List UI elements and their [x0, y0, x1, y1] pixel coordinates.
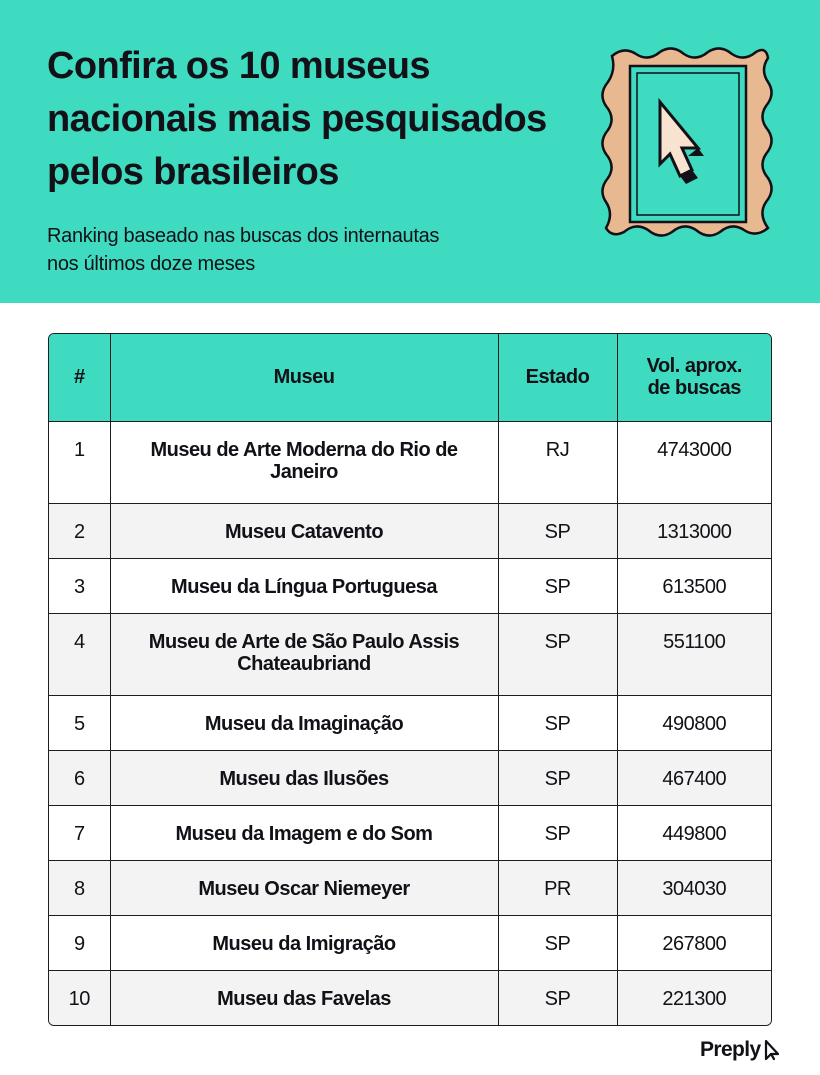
column-header-volume-label: Vol. aprox. de buscas [646, 355, 742, 400]
state-cell: SP [498, 970, 617, 1025]
museum-cell: Museu da Imigração [110, 915, 498, 970]
preply-logo [700, 1038, 781, 1062]
volume-cell: 613500 [617, 558, 771, 613]
rank-cell: 3 [49, 558, 110, 613]
volume-cell: 449800 [617, 805, 771, 860]
state-cell: SP [498, 750, 617, 805]
table-row [49, 805, 771, 860]
museum-cell: Museu de Arte de São Paulo Assis Chateaubriand [110, 613, 498, 695]
rank-cell: 5 [49, 695, 110, 750]
state-cell: SP [498, 695, 617, 750]
museum-cell: Museu Catavento [110, 503, 498, 558]
rank-cell: 2 [49, 503, 110, 558]
rank-cell: 9 [49, 915, 110, 970]
preply-arrow-icon [763, 1039, 781, 1061]
table-row [49, 613, 771, 695]
state-cell: SP [498, 915, 617, 970]
volume-cell: 467400 [617, 750, 771, 805]
volume-cell: 221300 [617, 970, 771, 1025]
volume-cell: 267800 [617, 915, 771, 970]
header-banner [0, 0, 820, 303]
museum-cell: Museu de Arte Moderna do Rio de Janeiro [110, 421, 498, 503]
column-header-rank: # [49, 334, 110, 421]
table-row [49, 970, 771, 1025]
state-cell: RJ [498, 421, 617, 503]
museum-cell: Museu Oscar Niemeyer [110, 860, 498, 915]
museum-cell: Museu da Imaginação [110, 695, 498, 750]
museum-cell: Museu da Língua Portuguesa [110, 558, 498, 613]
table-row [49, 750, 771, 805]
museum-cell: Museu das Ilusões [110, 750, 498, 805]
column-header-museum: Museu [110, 334, 498, 421]
state-cell: SP [498, 805, 617, 860]
state-cell: SP [498, 503, 617, 558]
brand-name: Preply [700, 1038, 761, 1061]
table-header-row [49, 334, 771, 421]
table-row [49, 421, 771, 503]
rank-cell: 10 [49, 970, 110, 1025]
table-row [49, 915, 771, 970]
state-cell: SP [498, 558, 617, 613]
volume-cell: 4743000 [617, 421, 771, 503]
table-row [49, 558, 771, 613]
rank-cell: 6 [49, 750, 110, 805]
rank-cell: 4 [49, 613, 110, 695]
state-cell: PR [498, 860, 617, 915]
column-header-volume [617, 334, 771, 421]
rank-cell: 7 [49, 805, 110, 860]
column-header-state: Estado [498, 334, 617, 421]
table-row [49, 860, 771, 915]
ranking-table [48, 333, 772, 1026]
rank-cell: 8 [49, 860, 110, 915]
museum-cell: Museu das Favelas [110, 970, 498, 1025]
museum-cell: Museu da Imagem e do Som [110, 805, 498, 860]
volume-cell: 1313000 [617, 503, 771, 558]
state-cell: SP [498, 613, 617, 695]
volume-cell: 304030 [617, 860, 771, 915]
table-row [49, 503, 771, 558]
volume-cell: 551100 [617, 613, 771, 695]
table-row [49, 695, 771, 750]
rank-cell: 1 [49, 421, 110, 503]
volume-cell: 490800 [617, 695, 771, 750]
page-title: Confira os 10 museus nacionais mais pesquisados pelos brasileiros [47, 45, 547, 193]
framed-cursor-icon [600, 42, 775, 242]
page-subtitle: Ranking baseado nas buscas dos internautas nos últimos doze meses [47, 225, 440, 275]
